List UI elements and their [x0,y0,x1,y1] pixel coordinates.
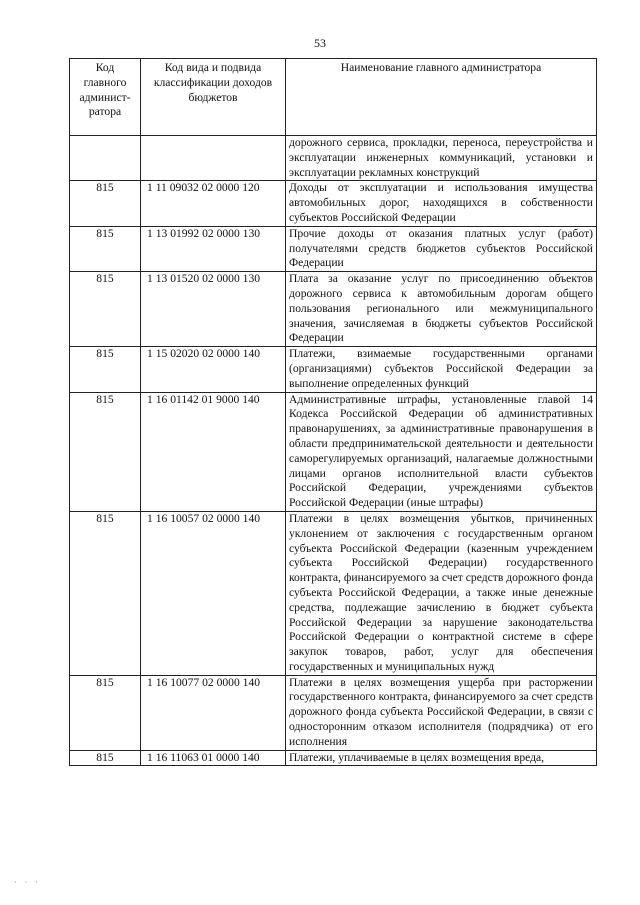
income-code-cell: 1 13 01992 02 0000 130 [141,226,286,271]
admin-code-cell: 815 [70,511,141,675]
income-classification-table [69,58,597,766]
admin-code-cell: 815 [70,750,141,766]
table-row [70,226,597,271]
admin-code-cell: 815 [70,347,141,392]
admin-code-cell [70,136,141,181]
header-admin-code: Код главного админист-ратора [70,59,141,136]
admin-name-cell: Платежи, уплачиваемые в целях возмещения вреда, [286,750,597,766]
admin-code-cell: 815 [70,272,141,347]
income-code-cell: 1 16 11063 01 0000 140 [141,750,286,766]
table-row [70,392,597,511]
admin-code-cell: 815 [70,675,141,750]
income-code-cell [141,136,286,181]
table-header-row [70,59,597,136]
income-code-cell: 1 15 02020 02 0000 140 [141,347,286,392]
income-code-cell: 1 16 01142 01 9000 140 [141,392,286,511]
income-code-cell: 1 16 10077 02 0000 140 [141,675,286,750]
header-income-code: Код вида и подвида классификации доходов бюджетов [141,59,286,136]
admin-name-cell: Платежи в целях возмещения ущерба при расторжении государственного контракта, финансируемого за счет средств дорожного фонда субъекта Российской Федерации, в связи с односторонним отказом исполнителя (подрядчика) от его исполнения [286,675,597,750]
admin-name-cell: Прочие доходы от оказания платных услуг (работ) получателями средств бюджетов субъектов Российской Федерации [286,226,597,271]
table-row [70,272,597,347]
admin-name-cell: Плата за оказание услуг по присоединению объектов дорожного сервиса к автомобильным дорогам общего пользования регионального или межмуниципального значения, зачисляемая в бюджеты субъектов Российской Федерации [286,272,597,347]
income-code-cell: 1 16 10057 02 0000 140 [141,511,286,675]
table-row [70,347,597,392]
table-row [70,750,597,766]
admin-name-cell: дорожного сервиса, прокладки, переноса, переустройства и эксплуатации инженерных коммуникаций, установки и эксплуатации рекламных конструкций [286,136,597,181]
admin-name-cell: Административные штрафы, установленные главой 14 Кодекса Российской Федерации об административных правонарушениях, за административные правонарушения в области предпринимательской деятельности и деятельности саморегулируемых организаций, налагаемые должностными лицами органов исполнительной власти субъектов Российской Федерации, учреждениями субъектов Российской Федерации (иные штрафы) [286,392,597,511]
table-row [70,136,597,181]
admin-name-cell: Доходы от эксплуатации и использования имущества автомобильных дорог, находящихся в собственности субъектов Российской Федерации [286,181,597,226]
income-code-cell: 1 11 09032 02 0000 120 [141,181,286,226]
income-code-cell: 1 13 01520 02 0000 130 [141,272,286,347]
header-admin-name: Наименование главного администратора [286,59,597,136]
admin-name-cell: Платежи в целях возмещения убытков, причиненных уклонением от заключения с государственным органом субъекта Российской Федерации (казенным учреждением субъекта Российской Федерации) государственного контракта, финансируемого за счет средств дорожного фонда субъекта Российской Федерации, а также иные денежные средства, подлежащие зачислению в бюджет субъекта Российской Федерации за нарушение законодательства Российской Федерации о контрактной системе в сфере закупок товаров, работ, услуг для обеспечения государственных и муниципальных нужд [286,511,597,675]
page-number: 53 [314,36,326,50]
admin-name-cell: Платежи, взимаемые государственными органами (организациями) субъектов Российской Федерации за выполнение определенных функций [286,347,597,392]
table-row [70,675,597,750]
admin-code-cell: 815 [70,226,141,271]
table-row [70,511,597,675]
admin-code-cell: 815 [70,181,141,226]
scan-artifact-dots: · · · [14,878,41,887]
admin-code-cell: 815 [70,392,141,511]
table-row [70,181,597,226]
